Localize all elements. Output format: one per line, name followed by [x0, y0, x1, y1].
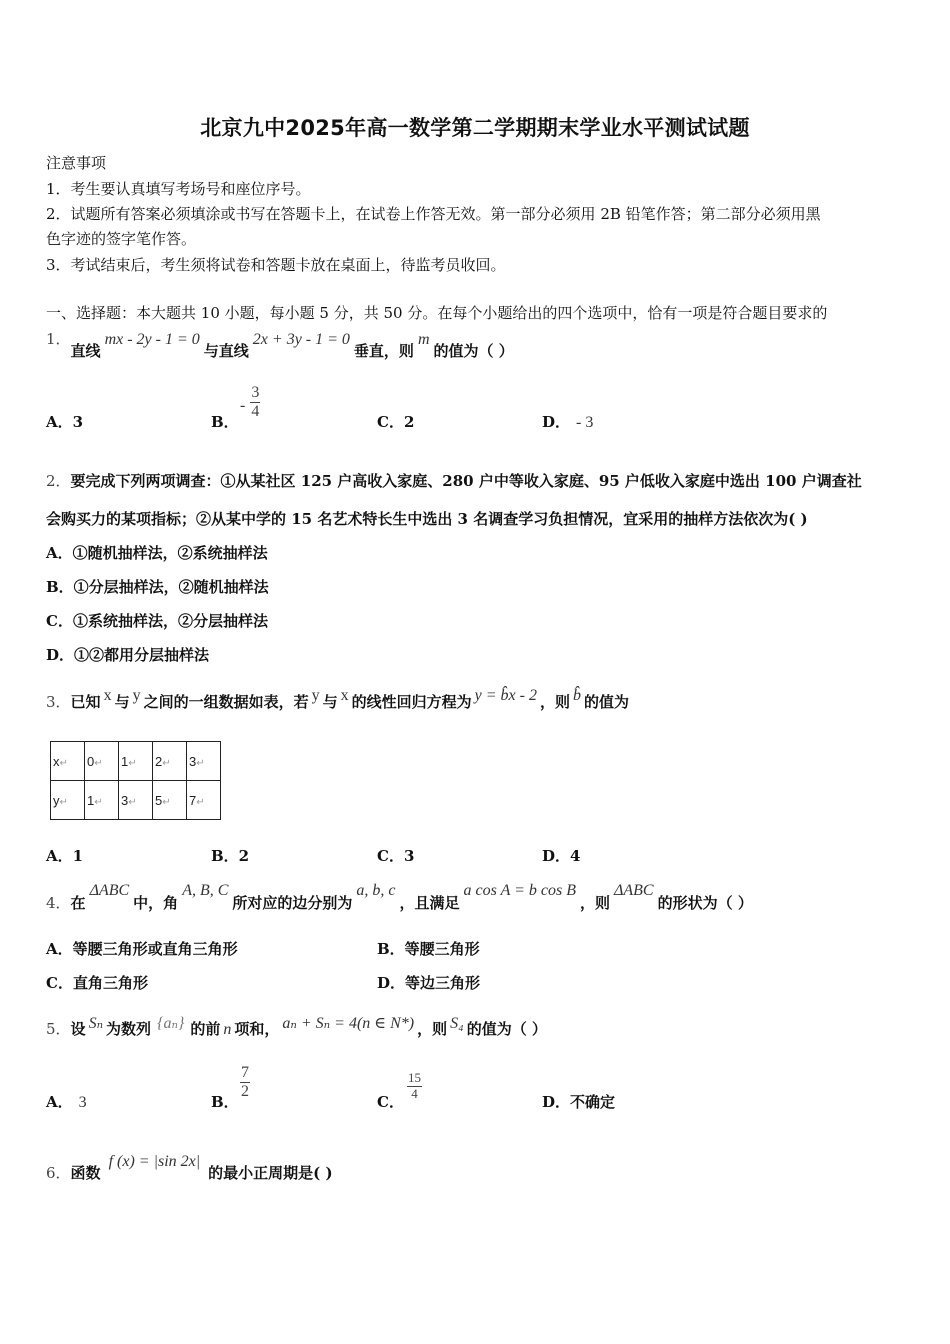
q5-option-b-value	[240, 1064, 250, 1102]
q5-option-c-value	[407, 1071, 422, 1102]
data-table	[50, 741, 221, 820]
table-cell: 3↵	[119, 781, 153, 820]
table-cell: 7↵	[187, 781, 221, 820]
question-2-number: 2．	[46, 472, 71, 490]
table-cell: y↵	[51, 781, 85, 820]
question-6-number: 6．	[46, 1164, 71, 1182]
table-cell: 2↵	[153, 742, 187, 781]
question-2-cont: 会购买力的某项指标；②从某中学的 15 名艺术特长生中选出 3 名调查学习负担情况，宜采用的抽样方法依次为( )	[46, 510, 808, 528]
question-5-number: 5．	[46, 1020, 71, 1038]
q4-option-a: A．等腰三角形或直角三角形	[46, 940, 238, 958]
notice-item-2-cont: 色字迹的签字笔作答。	[46, 230, 197, 248]
question-4-number: 4．	[46, 894, 71, 912]
fraction: $\frac{7}{2}$	[241, 1064, 249, 1101]
line-1-equation: mx - 2y - 1 = 0	[104, 331, 200, 348]
q5-option-c: C．	[377, 1093, 404, 1111]
q1-option-d: D． - 3	[542, 413, 594, 431]
table-row	[51, 742, 221, 781]
question-3-number: 3．	[46, 693, 71, 711]
question-2: 2．要完成下列两项调查：①从某社区 125 户高收入家庭、280 户中等收入家庭、95 户低收入家庭中选出 100 户调查社	[46, 472, 862, 490]
q3-option-d: D．4	[542, 847, 581, 865]
q1-option-c: C．2	[377, 413, 415, 431]
table-cell: 5↵	[153, 781, 187, 820]
q4-option-b: B．等腰三角形	[377, 940, 480, 958]
condition-equation: a cos A = b cos B	[463, 882, 576, 899]
notice-item-3: 3．考试结束后，考生须将试卷和答题卡放在桌面上，待监考员收回。	[46, 256, 506, 274]
q2-option-a: A．①随机抽样法，②系统抽样法	[46, 544, 268, 562]
table-cell: 1↵	[119, 742, 153, 781]
sequence-condition: aₙ + Sₙ = 4(n ∈ N*)	[282, 1015, 415, 1032]
notice-item-1: 1．考生要认真填写考场号和座位序号。	[46, 180, 311, 198]
q2-option-c: C．①系统抽样法，②分层抽样法	[46, 612, 268, 630]
q5-option-d: D．不确定	[542, 1093, 616, 1111]
q5-option-b: B．	[211, 1093, 239, 1111]
section-heading: 一、选择题：本大题共 10 小题，每小题 5 分，共 50 分。在每个小题给出的四个选项中，恰有一项是符合题目要求的	[46, 304, 828, 322]
question-4: 4．在ΔABC中，角A, B, C所对应的边分别为a, b, c，且满足a cos A = b cos B，则ΔABC的形状为（ ）	[46, 882, 753, 912]
variable-m: m	[417, 331, 430, 348]
question-6: 6．函数f (x) = |sin 2x|的最小正周期是( )	[46, 1153, 333, 1182]
q5-option-a: A． 3	[46, 1093, 87, 1111]
q1-option-b-value: - $\frac{3}{4}$	[240, 384, 260, 421]
question-3: 3．已知 x 与 y 之间的一组数据如表，若 y 与 x 的线性回归方程为 y = b̂x - 2 ，则 b̂ 的值为	[46, 687, 629, 711]
table-row	[51, 781, 221, 820]
q1-option-b: B．	[211, 413, 239, 431]
question-1: 1．直线mx - 2y - 1 = 0与直线2x + 3y - 1 = 0垂直，则m的值为（ ）	[46, 330, 514, 360]
q4-option-c: C．直角三角形	[46, 974, 148, 992]
function-expression: f (x) = |sin 2x|	[108, 1153, 201, 1170]
line-2-equation: 2x + 3y - 1 = 0	[252, 331, 350, 348]
q3-option-b: B．2	[211, 847, 250, 865]
q2-option-b: B．①分层抽样法，②随机抽样法	[46, 578, 269, 596]
notice-heading: 注意事项	[46, 154, 107, 172]
table-cell: 0↵	[85, 742, 119, 781]
q1-option-a: A．3	[46, 413, 84, 431]
notice-item-2: 2．试题所有答案必须填涂或书写在答题卡上，在试卷上作答无效。第一部分必须用 2B 铅笔作答；第二部分必须用黑	[46, 205, 821, 223]
table-cell: 3↵	[187, 742, 221, 781]
fraction: $\frac{3}{4}$	[251, 384, 260, 421]
question-5: 5．设 Sₙ 为数列 {aₙ} 的前 n 项和， aₙ + Sₙ = 4(n ∈ N*) ，则 S₄ 的值为（ ）	[46, 1015, 547, 1038]
q2-option-d: D．①②都用分层抽样法	[46, 646, 210, 664]
page-title: 北京九中2025年高一数学第二学期期末学业水平测试试题	[200, 116, 750, 140]
question-1-number: 1．	[46, 330, 71, 348]
regression-equation: y = b̂x - 2	[474, 687, 537, 704]
table-cell: x↵	[51, 742, 85, 781]
q3-option-c: C．3	[377, 847, 415, 865]
q4-option-d: D．等边三角形	[377, 974, 481, 992]
q3-option-a: A．1	[46, 847, 84, 865]
table-cell: 1↵	[85, 781, 119, 820]
fraction: $\frac{15}{4}$	[408, 1070, 421, 1101]
